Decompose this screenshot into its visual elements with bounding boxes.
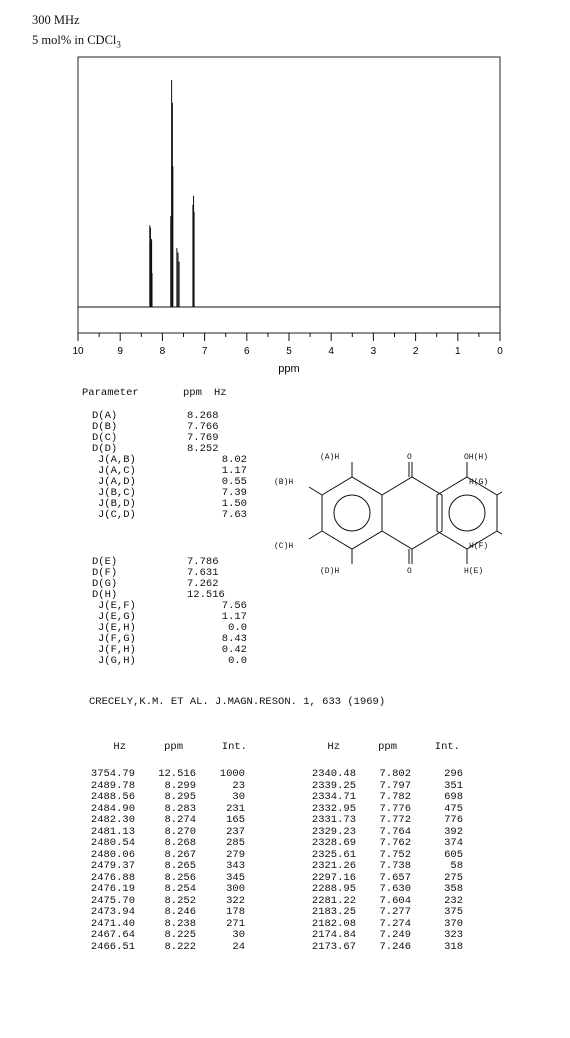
table-cell-ppm: 8.246 — [164, 906, 196, 918]
table-cell-hz: 2480.54 — [90, 837, 135, 849]
table-cell-ppm: 7.738 — [379, 860, 411, 872]
table-cell-int: 165 — [226, 814, 245, 826]
table-cell-int: 237 — [226, 825, 245, 838]
table-cell-hz: 2482.30 — [90, 814, 135, 826]
table-cell-int: 370 — [444, 917, 463, 930]
x-tick-label: 4 — [328, 346, 334, 357]
param-header: Parameter — [82, 387, 139, 399]
bond-g — [497, 487, 502, 495]
param-name: D(H) — [92, 589, 118, 601]
table-cell-int: 323 — [444, 929, 463, 941]
table-cell-ppm: 8.256 — [164, 871, 196, 884]
param-name: J(G,H) — [98, 655, 136, 667]
param-ppm: 7.766 — [187, 421, 219, 433]
param-ppm: 7.631 — [187, 567, 219, 579]
table-header-hz: Hz — [327, 741, 340, 753]
table-cell-hz: 2466.51 — [90, 940, 135, 953]
table-cell-int: 605 — [444, 848, 463, 861]
param-name: D(G) — [92, 578, 118, 590]
label-c: (C)H — [274, 542, 294, 551]
param-ppm: 7.262 — [187, 578, 219, 590]
table-cell-hz: 2473.94 — [90, 906, 135, 918]
table-cell-hz: 2328.69 — [311, 837, 356, 849]
table-cell-ppm: 8.265 — [164, 860, 196, 872]
param-name: D(D) — [92, 443, 118, 455]
label-o-top: O — [407, 453, 412, 462]
table-cell-hz: 2475.70 — [90, 894, 135, 907]
x-tick-label: 6 — [244, 346, 250, 357]
table-cell-ppm: 7.249 — [379, 929, 411, 941]
table-cell-hz: 2480.06 — [90, 848, 135, 861]
table-cell-ppm: 7.277 — [379, 906, 411, 918]
table-cell-int: 318 — [444, 940, 463, 953]
label-o-bottom: O — [407, 567, 412, 575]
table-cell-int: 296 — [444, 768, 463, 780]
table-cell-int: 345 — [226, 871, 245, 884]
table-cell-ppm: 8.267 — [164, 848, 196, 861]
param-name: J(F,H) — [98, 644, 136, 656]
table-cell-ppm: 7.764 — [379, 825, 411, 838]
table-cell-ppm: 8.295 — [164, 791, 196, 803]
table-cell-hz: 2476.88 — [90, 871, 135, 884]
table-cell-int: 231 — [226, 802, 245, 815]
table-cell-int: 30 — [232, 791, 245, 803]
table-cell-int: 178 — [226, 906, 245, 918]
hz-header: Hz — [214, 387, 227, 399]
label-a: (A)H — [320, 453, 340, 462]
table-cell-ppm: 8.222 — [164, 940, 196, 953]
x-tick-label: 10 — [72, 346, 84, 357]
label-e: H(E) — [464, 567, 484, 575]
table-header-ppm: ppm — [378, 741, 397, 753]
table-cell-int: 275 — [444, 871, 463, 884]
param-name: J(F,G) — [98, 633, 136, 645]
param-name: J(A,D) — [98, 476, 136, 488]
left-ring — [322, 477, 382, 549]
table-cell-ppm: 7.604 — [379, 894, 411, 907]
table-cell-ppm: 8.274 — [164, 814, 196, 826]
table-cell-hz: 2339.25 — [311, 779, 356, 792]
param-name: J(C,D) — [98, 509, 136, 521]
table-cell-hz: 2489.78 — [90, 779, 135, 792]
x-tick-label: 9 — [117, 346, 123, 357]
table-cell-ppm: 12.516 — [158, 768, 196, 780]
table-header-int: Int. — [221, 741, 247, 753]
bond-b — [309, 487, 322, 495]
table-cell-int: 343 — [226, 860, 245, 872]
table-cell-int: 392 — [444, 825, 463, 838]
param-ppm: 7.786 — [187, 556, 219, 568]
param-hz: 8.02 — [221, 454, 247, 466]
table-cell-ppm: 7.762 — [379, 837, 411, 849]
table-cell-hz: 2332.95 — [311, 802, 356, 815]
table-cell-ppm: 8.270 — [164, 825, 196, 838]
param-name: J(E,G) — [98, 611, 136, 623]
solvent-subscript: 3 — [116, 39, 121, 50]
param-ppm: 12.516 — [187, 589, 225, 601]
table-cell-hz: 2471.40 — [90, 917, 135, 930]
x-tick-label: 3 — [370, 346, 377, 357]
spectrometer-frequency: 300 MHz — [32, 13, 80, 27]
label-b: (B)H — [274, 478, 294, 487]
table-cell-hz: 2182.08 — [311, 917, 356, 930]
param-name: J(A,C) — [98, 465, 136, 477]
nmr-spectrum-chart — [0, 0, 570, 380]
table-cell-hz: 2481.13 — [90, 825, 135, 838]
table-cell-int: 271 — [226, 917, 245, 930]
table-cell-int: 322 — [226, 894, 245, 907]
bond-f — [497, 531, 502, 539]
table-cell-int: 30 — [232, 929, 245, 941]
spectrum-peaks — [150, 80, 194, 307]
table-cell-hz: 2331.73 — [311, 814, 356, 826]
table-cell-ppm: 7.782 — [379, 791, 411, 803]
left-ring-aromatic-circle — [334, 495, 370, 531]
param-ppm: 8.268 — [187, 410, 219, 422]
param-hz: 0.0 — [228, 622, 247, 634]
table-cell-hz: 2479.37 — [90, 860, 135, 872]
label-g: H(G) — [469, 478, 489, 487]
param-hz: 7.56 — [221, 600, 247, 612]
x-tick-label: 0 — [497, 346, 503, 357]
table-cell-int: 475 — [444, 802, 463, 815]
table-header-int: Int. — [434, 741, 460, 753]
table-cell-hz: 2467.64 — [90, 929, 135, 941]
table-cell-int: 1000 — [219, 768, 245, 780]
table-cell-hz: 2183.25 — [311, 906, 356, 918]
reference-citation: CRECELY,K.M. ET AL. J.MAGN.RESON. 1, 633 (1969) — [89, 696, 386, 708]
ppm-header: ppm — [183, 387, 202, 399]
table-cell-int: 300 — [226, 883, 245, 895]
table-cell-hz: 2340.48 — [311, 768, 356, 780]
table-header-hz: Hz — [113, 741, 126, 753]
param-hz: 1.50 — [221, 498, 247, 510]
param-name: J(B,D) — [98, 498, 136, 510]
table-cell-hz: 2174.84 — [311, 929, 356, 941]
table-cell-hz: 2488.56 — [90, 791, 135, 803]
table-header-ppm: ppm — [164, 741, 183, 753]
table-cell-int: 58 — [450, 860, 463, 872]
table-cell-hz: 2173.67 — [311, 940, 356, 953]
param-name: J(A,B) — [98, 454, 136, 466]
param-name: D(A) — [92, 410, 118, 422]
table-cell-hz: 2334.71 — [311, 791, 356, 803]
table-cell-int: 776 — [444, 814, 463, 826]
table-cell-hz: 2329.23 — [311, 825, 356, 838]
param-hz: 1.17 — [221, 465, 247, 477]
table-cell-hz: 2288.95 — [311, 883, 356, 895]
label-f: H(F) — [469, 542, 489, 551]
table-cell-ppm: 7.776 — [379, 802, 411, 815]
param-hz: 0.55 — [221, 476, 247, 488]
table-cell-ppm: 7.772 — [379, 814, 411, 826]
param-name: D(B) — [92, 421, 118, 433]
x-axis-ticks — [72, 333, 503, 357]
label-oh: OH(H) — [464, 453, 489, 462]
table-cell-hz: 2484.90 — [90, 802, 135, 815]
table-cell-ppm: 7.657 — [379, 871, 411, 884]
right-ring-aromatic-circle — [449, 495, 485, 531]
right-ring — [437, 477, 497, 549]
param-name: D(C) — [92, 432, 118, 444]
table-cell-ppm: 7.630 — [379, 883, 411, 895]
middle-ring — [382, 477, 442, 549]
table-cell-ppm: 7.802 — [379, 768, 411, 780]
plot-frame — [78, 57, 500, 333]
table-cell-ppm: 7.274 — [379, 917, 411, 930]
table-cell-hz: 2281.22 — [311, 894, 356, 907]
x-tick-label: 8 — [159, 346, 166, 357]
table-cell-hz: 3754.79 — [90, 768, 135, 780]
table-cell-int: 23 — [232, 779, 245, 792]
param-name: J(E,F) — [98, 600, 136, 612]
table-cell-int: 375 — [444, 906, 463, 918]
molecule-structure — [262, 440, 502, 575]
solvent-text: 5 mol% in CDCl — [32, 33, 117, 47]
table-cell-int: 698 — [444, 791, 463, 803]
param-hz: 8.43 — [221, 633, 247, 645]
x-tick-label: 2 — [412, 346, 419, 357]
table-cell-int: 358 — [444, 883, 463, 895]
param-name: D(F) — [92, 567, 118, 579]
param-ppm: 8.252 — [187, 443, 219, 455]
param-name: J(E,H) — [98, 622, 136, 634]
table-cell-ppm: 8.252 — [164, 894, 196, 907]
param-hz: 1.17 — [221, 611, 247, 623]
table-cell-ppm: 8.299 — [164, 779, 196, 792]
bond-c — [309, 531, 322, 539]
x-axis-label: ppm — [278, 363, 300, 375]
table-cell-hz: 2321.26 — [311, 860, 356, 872]
table-cell-int: 285 — [226, 837, 245, 849]
table-cell-int: 374 — [444, 837, 463, 849]
table-cell-int: 351 — [444, 779, 463, 792]
param-hz: 0.0 — [228, 655, 247, 667]
param-ppm: 7.769 — [187, 432, 219, 444]
table-cell-hz: 2476.19 — [90, 883, 135, 895]
param-name: D(E) — [92, 556, 118, 568]
param-hz: 0.42 — [221, 644, 247, 656]
table-cell-ppm: 8.283 — [164, 802, 196, 815]
param-name: J(B,C) — [98, 487, 136, 499]
x-tick-label: 1 — [455, 346, 461, 357]
table-cell-ppm: 7.246 — [379, 940, 411, 953]
table-cell-ppm: 8.254 — [164, 883, 196, 895]
table-cell-hz: 2297.16 — [311, 871, 356, 884]
label-d: (D)H — [320, 567, 340, 575]
param-hz: 7.39 — [221, 487, 247, 499]
table-cell-ppm: 8.238 — [164, 917, 196, 930]
table-cell-ppm: 8.268 — [164, 837, 196, 849]
table-cell-hz: 2325.61 — [311, 848, 356, 861]
table-cell-ppm: 8.225 — [164, 929, 196, 941]
x-tick-label: 7 — [201, 346, 208, 357]
table-cell-int: 232 — [444, 894, 463, 907]
table-cell-int: 279 — [226, 848, 245, 861]
table-cell-ppm: 7.797 — [379, 779, 411, 792]
table-cell-ppm: 7.752 — [379, 848, 411, 861]
table-cell-int: 24 — [232, 940, 245, 953]
x-tick-label: 5 — [286, 346, 292, 357]
param-hz: 7.63 — [221, 509, 247, 521]
